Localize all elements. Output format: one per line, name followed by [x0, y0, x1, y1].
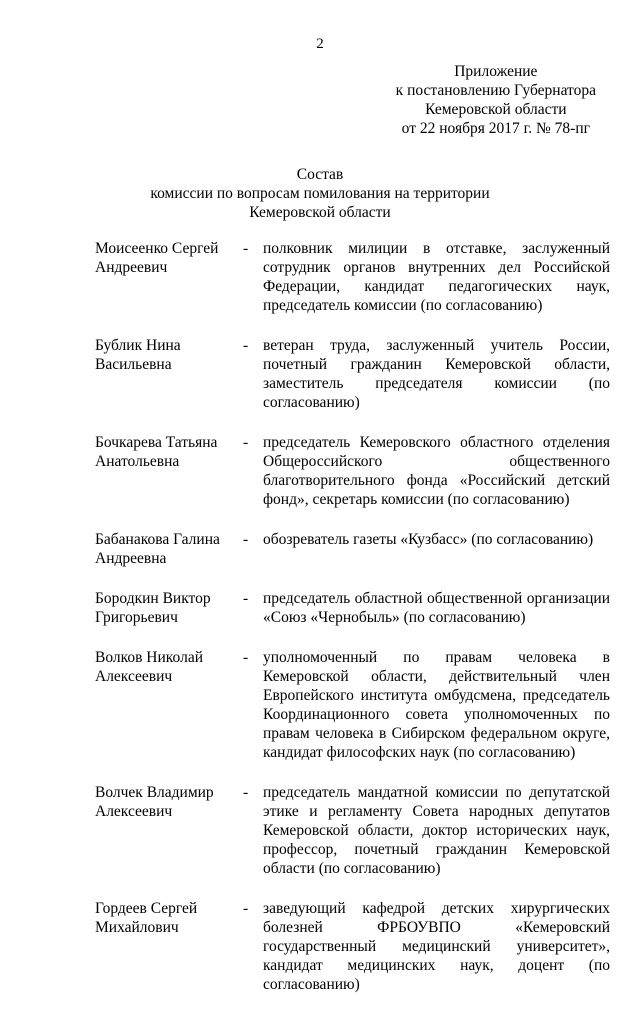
member-patronymic: Григорьевич — [95, 609, 178, 626]
member-surname-given: Волчек Владимир — [95, 784, 214, 801]
member-dash: - — [243, 900, 249, 917]
member-entry — [95, 589, 610, 627]
member-patronymic: Андреевич — [95, 259, 168, 276]
page-number: 2 — [316, 36, 324, 52]
appendix-line: Приложение — [454, 63, 538, 80]
member-name — [95, 530, 243, 568]
member-dash: - — [243, 337, 249, 354]
member-surname-given: Бородкин Виктор — [95, 590, 211, 607]
member-entry — [95, 648, 610, 762]
appendix-line: от 22 ноября 2017 г. № 78-пг — [401, 120, 590, 137]
member-dash: - — [243, 784, 249, 801]
document-heading — [0, 165, 640, 222]
member-entry — [95, 336, 610, 412]
member-entry — [95, 783, 610, 878]
member-description: уполномоченный по правам человека в Кемеровской области, действительный член Европейского института омбудсмена, председатель Координационного совета уполномоченных по правам человека в Сибирском федеральном округе, кандидат философских наук (по согласованию) — [263, 649, 610, 761]
member-surname-given: Волков Николай — [95, 649, 203, 666]
member-patronymic: Алексеевич — [95, 803, 173, 820]
member-name — [95, 783, 243, 878]
member-dash: - — [243, 531, 249, 548]
appendix-line: Кемеровской области — [425, 101, 567, 118]
member-description: полковник милиции в отставке, заслуженный сотрудник органов внутренних дел Российской Федерации, кандидат педагогических наук, председатель комиссии (по согласованию) — [263, 240, 610, 314]
member-patronymic: Анатольевна — [95, 453, 180, 470]
member-dash: - — [243, 434, 249, 451]
member-description: заведующий кафедрой детских хирургических болезней ФРБОУВПО «Кемеровский государственный медицинский университет», кандидат медицинских наук, доцент (по согласованию) — [263, 900, 610, 993]
member-description: ветеран труда, заслуженный учитель России, почетный гражданин Кемеровской области, заместитель председателя комиссии (по согласованию) — [263, 337, 610, 411]
member-entry — [95, 530, 610, 568]
member-name — [95, 239, 243, 315]
appendix-block — [396, 62, 596, 138]
member-name — [95, 899, 243, 994]
member-name — [95, 433, 243, 509]
member-description: обозреватель газеты «Кузбасс» (по согласованию) — [263, 531, 594, 548]
member-surname-given: Моисеенко Сергей — [95, 240, 219, 257]
member-surname-given: Бочкарева Татьяна — [95, 434, 218, 451]
member-patronymic: Васильевна — [95, 356, 172, 373]
member-description: председатель Кемеровского областного отделения Общероссийского общественного благотворительного фонда «Российский детский фонд», секретарь комиссии (по согласованию) — [263, 434, 610, 508]
member-name — [95, 336, 243, 412]
member-entry — [95, 433, 610, 509]
member-surname-given: Бабанакова Галина — [95, 531, 220, 548]
member-patronymic: Андреевна — [95, 550, 167, 567]
member-patronymic: Михайлович — [95, 919, 179, 936]
member-entry — [95, 899, 610, 994]
member-name — [95, 648, 243, 762]
member-dash: - — [243, 240, 249, 257]
member-dash: - — [243, 649, 249, 666]
member-surname-given: Бублик Нина — [95, 337, 181, 354]
member-surname-given: Гордеев Сергей — [95, 900, 198, 917]
member-description: председатель мандатной комиссии по депутатской этике и регламенту Совета народных депутатов Кемеровской области, доктор исторических наук, профессор, почетный гражданин Кемеровской области (по согласованию) — [263, 784, 610, 877]
appendix-line: к постановлению Губернатора — [395, 82, 596, 99]
member-dash: - — [243, 590, 249, 607]
member-entry — [95, 239, 610, 315]
member-description: председатель областной общественной организации «Союз «Чернобыль» (по согласованию) — [263, 590, 610, 626]
heading-line: комиссии по вопросам помилования на территории — [150, 185, 490, 202]
heading-line: Состав — [296, 166, 344, 183]
member-patronymic: Алексеевич — [95, 668, 173, 685]
members-list — [95, 239, 610, 1015]
heading-line: Кемеровской области — [249, 204, 391, 221]
member-name — [95, 589, 243, 627]
